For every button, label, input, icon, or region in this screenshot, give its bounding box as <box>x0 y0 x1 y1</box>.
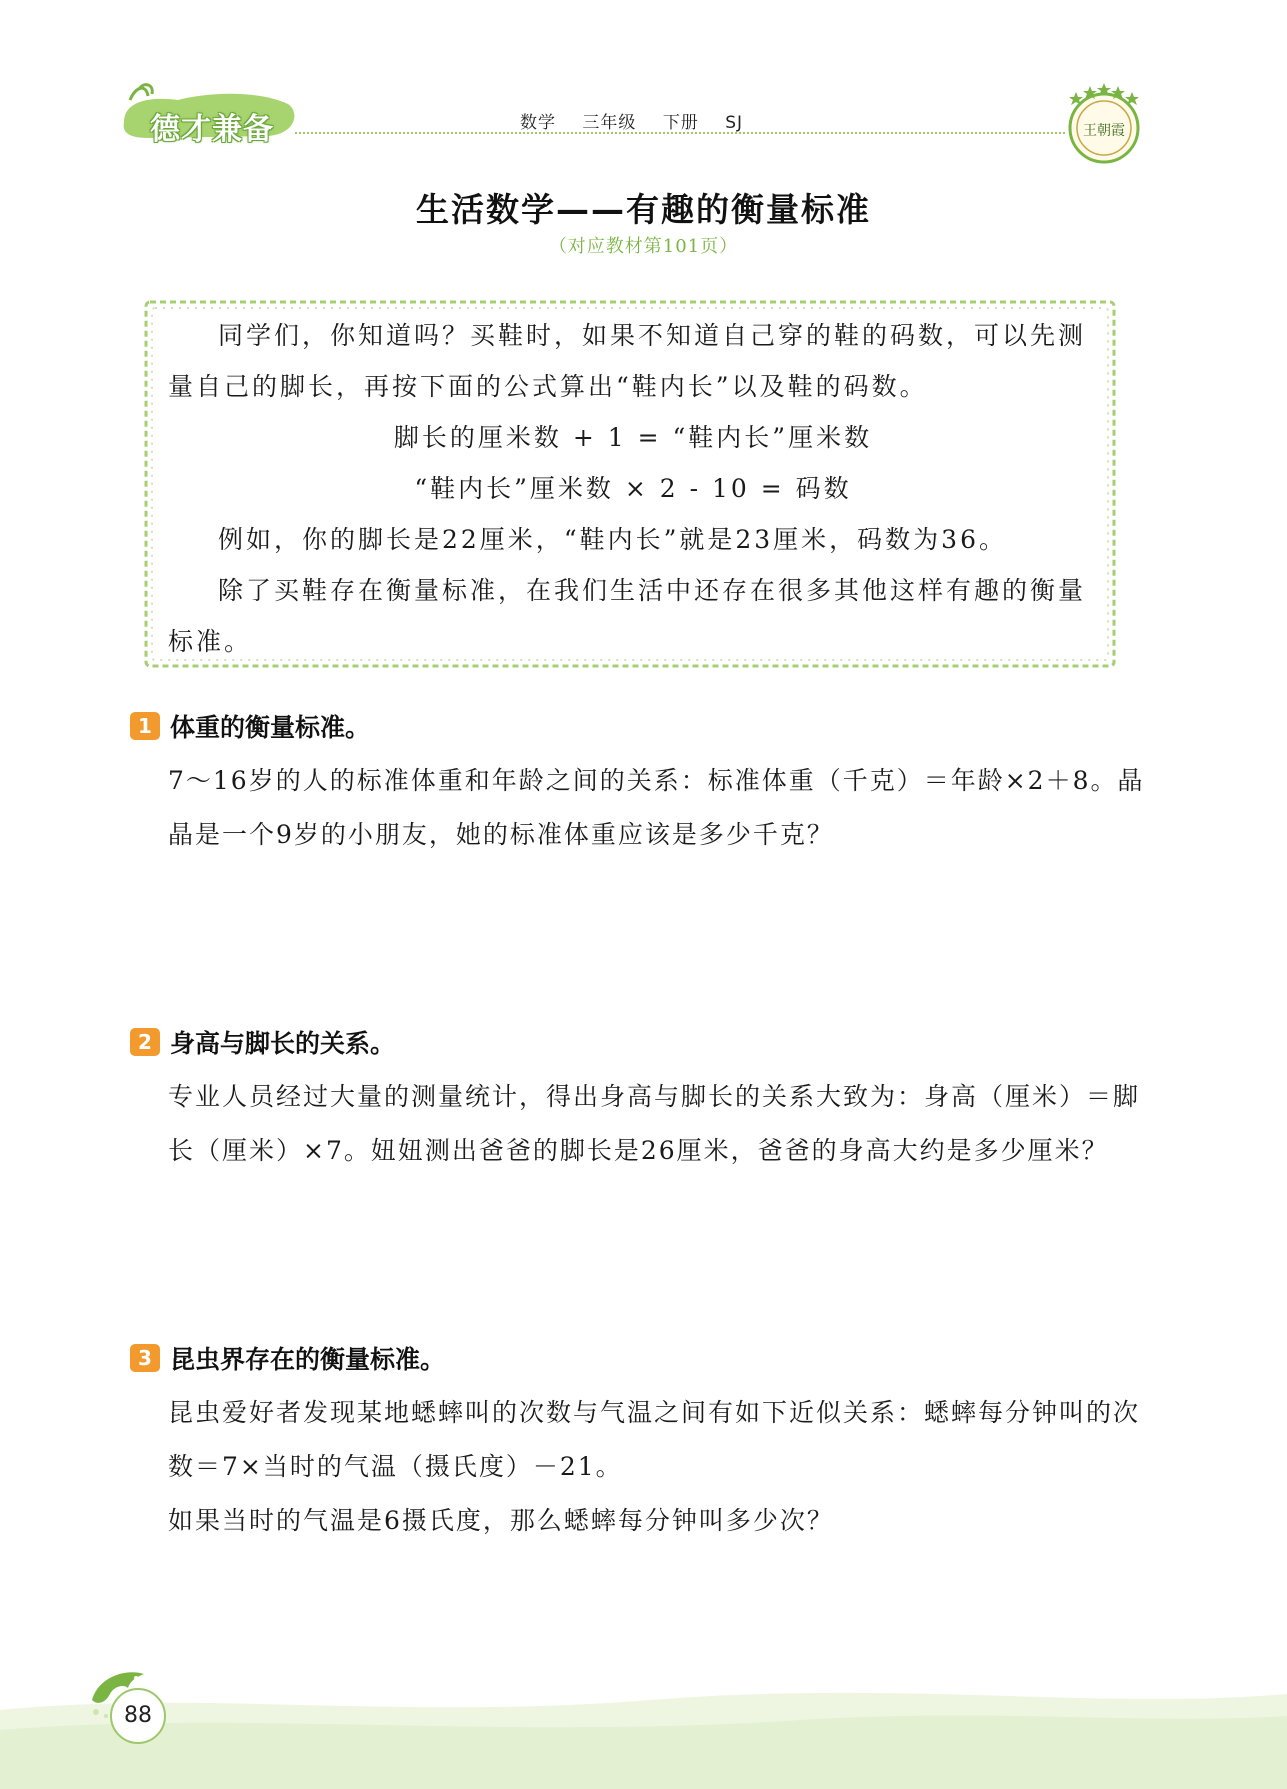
question-followup: 如果当时的气温是6摄氏度，那么蟋蟀每分钟叫多少次？ <box>168 1506 834 1535</box>
question-title: 身高与脚长的关系。 <box>170 1029 396 1058</box>
question-heading <box>130 1340 1150 1376</box>
seal-text: 王朝霞 <box>1083 123 1125 139</box>
question-number: 2 <box>130 1028 160 1056</box>
question-text: 昆虫爱好者发现某地蟋蟀叫的次数与气温之间有如下近似关系：蟋蟀每分钟叫的次数＝7×当时的气温（摄氏度）－21。 <box>168 1398 1141 1481</box>
question-title: 昆虫界存在的衡量标准。 <box>170 1345 446 1374</box>
question-text: 专业人员经过大量的测量统计，得出身高与脚长的关系大致为：身高（厘米）＝脚长（厘米）×7。妞妞测出爸爸的脚长是26厘米，爸爸的身高大约是多少厘米？ <box>168 1082 1141 1165</box>
textbook-reference: （对应教材第101页） <box>548 236 739 257</box>
formula-foot-length: 脚长的厘米数 + 1 = “鞋内长”厘米数 <box>393 423 873 452</box>
question-body <box>130 1070 1150 1178</box>
page-title: 生活数学——有趣的衡量标准 <box>416 190 871 229</box>
question-2 <box>130 1024 1150 1178</box>
volume: 下册 <box>662 113 699 133</box>
grade: 三年级 <box>582 113 637 133</box>
question-heading <box>130 1024 1150 1060</box>
intro-conclusion: 除了买鞋存在衡量标准，在我们生活中还存在很多其他这样有趣的衡量标准。 <box>168 576 1087 656</box>
intro-box <box>140 296 1120 672</box>
footer-wave-icon <box>0 1680 1287 1789</box>
book-info <box>520 108 763 133</box>
intro-example: 例如，你的脚长是22厘米，“鞋内长”就是23厘米，码数为36。 <box>218 525 1007 554</box>
subject: 数学 <box>520 113 556 133</box>
question-body <box>130 1386 1150 1548</box>
edition: SJ <box>725 113 744 133</box>
formula-shoe-size: “鞋内长”厘米数 × 2 - 10 = 码数 <box>414 474 852 503</box>
question-3 <box>130 1340 1150 1548</box>
question-number: 3 <box>130 1344 160 1372</box>
page-header <box>0 0 1287 160</box>
intro-text <box>168 310 1098 667</box>
question-heading <box>130 708 1150 744</box>
question-1 <box>130 708 1150 862</box>
brand-name: 德才兼备 <box>150 112 274 147</box>
author-seal-icon <box>1062 78 1146 168</box>
question-body <box>130 754 1150 862</box>
question-number: 1 <box>130 712 160 740</box>
page-number: 88 <box>110 1688 166 1744</box>
question-title: 体重的衡量标准。 <box>170 713 371 742</box>
intro-paragraph: 同学们，你知道吗？买鞋时，如果不知道自己穿的鞋的码数，可以先测量自己的脚长，再按下面的公式算出“鞋内长”以及鞋的码数。 <box>168 321 1087 401</box>
question-text: 7～16岁的人的标准体重和年龄之间的关系：标准体重（千克）＝年龄×2＋8。晶晶是一个9岁的小朋友，她的标准体重应该是多少千克？ <box>168 766 1145 849</box>
